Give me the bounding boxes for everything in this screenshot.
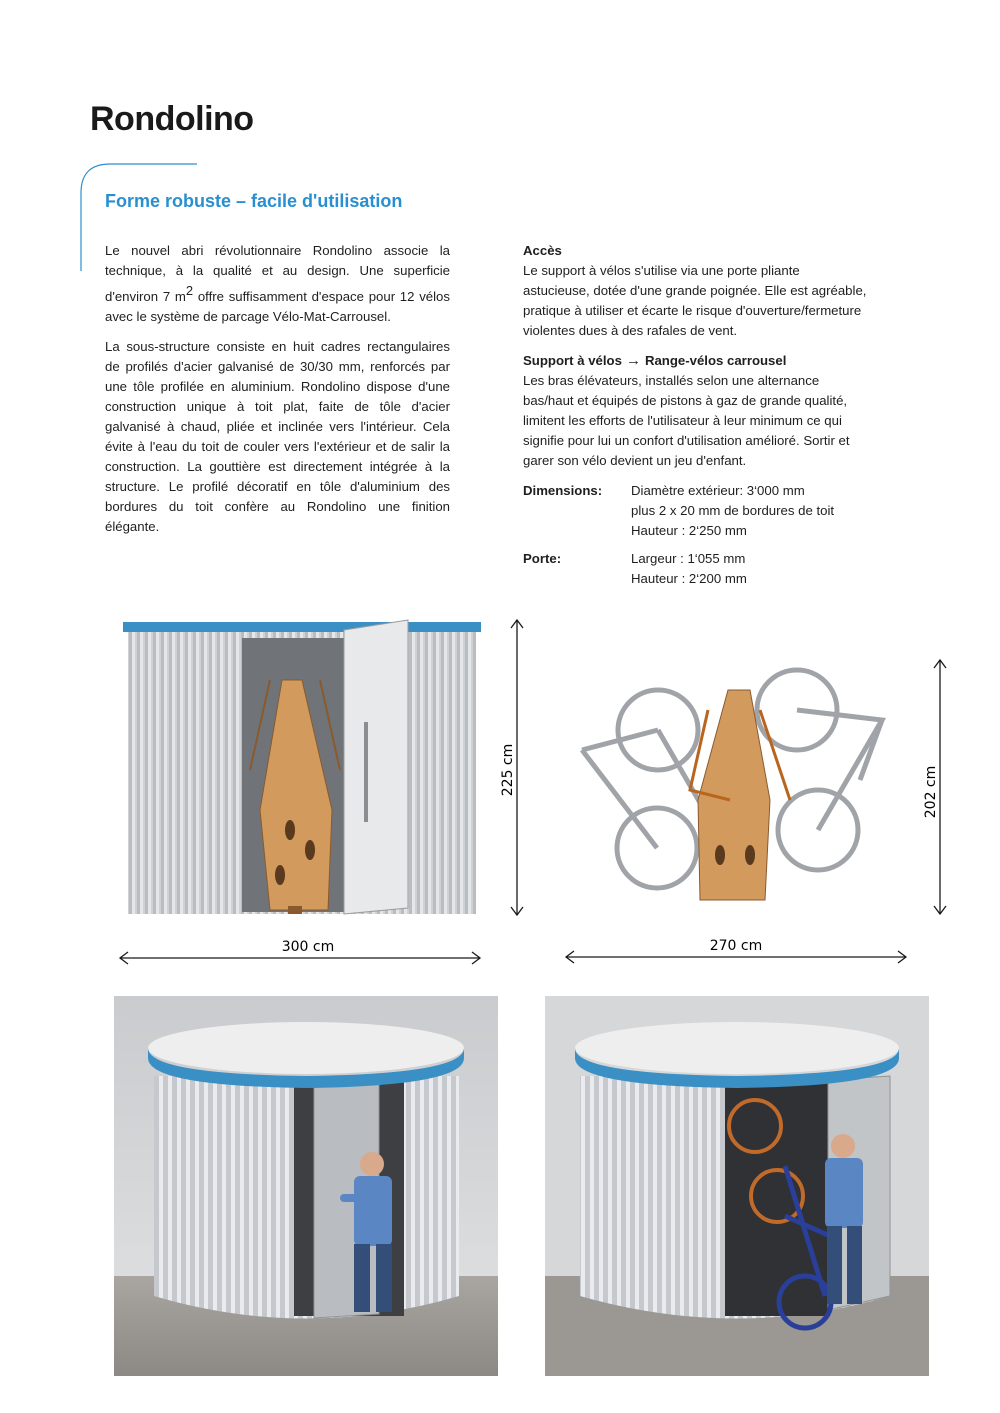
front-height-label: 225 cm <box>500 743 516 797</box>
shed-photo-bike <box>545 996 929 1376</box>
porte-value: Hauteur : 2‘200 mm <box>631 571 747 586</box>
top-width-label: 270 cm <box>709 938 763 954</box>
intro-paragraph <box>105 241 450 327</box>
porte-row <box>523 549 868 589</box>
acces-text: Le support à vélos s'utilise via une porte pliante astucieuse, dotée d'une grande poignée. Elle est agréable, pratique à utiliser et écarte le risque d'ouverture/fermeture violentes dues à des rafales de vent. <box>523 263 867 338</box>
roof-edge <box>123 622 481 632</box>
features-column <box>523 241 868 589</box>
page-title: Rondolino <box>90 100 254 138</box>
intro-text-b: offre suffisamment d'espace pour 12 vélos avec le système de parcage Vélo-Mat-Carrousel. <box>105 289 450 324</box>
roof <box>148 1022 464 1074</box>
dimensions-values <box>631 481 834 541</box>
dimensions-row <box>523 481 868 541</box>
top-height-label: 202 cm <box>923 765 939 819</box>
carousel <box>690 690 790 900</box>
structure-paragraph: La sous-structure consiste en huit cadres rectangulaires de profilés d'acier galvanisé de 30/30 mm, renforcés par une tôle profilée en aluminium. Rondolino dispose d'une construction unique à toit plat, faite de tôle d'acier galvanisé à chaud, pliée et inclinée vers l'intérieur. Cela évite à l'eau du toit de couler vers l'extérieur et de salir la construction. La gouttière est directement intégrée à la structure. Le profilé décoratif en tôle d'aluminium des bordures du toit confère au Rondolino une finition élégante. <box>105 339 450 534</box>
acces-title: Accès <box>523 243 562 258</box>
support-title: Support à vélos <box>523 353 622 368</box>
support-text: Les bras élévateurs, installés selon une alternance bas/haut et équipés de pistons à gaz de grande qualité, limitent les efforts de l'utilisateur à leur minimum ce qui signifie pour lui un confort d'utilisation amélioré. Sortir et garer son vélo devient un jeu d'enfant. <box>523 373 850 468</box>
support-subtitle: Range-vélos carrousel <box>644 353 787 368</box>
shed-photo-door <box>114 996 498 1376</box>
section-subtitle: Forme robuste – facile d'utilisation <box>105 191 403 211</box>
front-width-label: 300 cm <box>281 939 335 955</box>
dimension-value: Hauteur : 2‘250 mm <box>631 523 747 538</box>
top-view-diagram <box>560 650 960 970</box>
arrow-right-icon: → <box>625 352 641 369</box>
dimension-value: plus 2 x 20 mm de bordures de toit <box>631 503 835 518</box>
dimensions-label: Dimensions: <box>523 483 603 498</box>
porte-values <box>631 549 747 589</box>
acces-section <box>523 241 868 341</box>
intro-text-a: Le nouvel abri révolutionnaire Rondolino associe la technique, à la qualité et au design. Une superficie d'environ 7 m <box>105 243 450 304</box>
porte-value: Largeur : 1‘055 mm <box>631 551 746 566</box>
roof <box>575 1022 899 1074</box>
support-section <box>523 351 868 471</box>
front-view-diagram <box>100 610 550 970</box>
door-handle <box>364 722 368 822</box>
support-heading <box>523 351 868 371</box>
intro-column <box>105 241 450 547</box>
porte-label: Porte: <box>523 551 562 566</box>
superscript: 2 <box>185 283 194 298</box>
open-door <box>344 620 408 914</box>
dimension-value: Diamètre extérieur: 3‘000 mm <box>631 483 805 498</box>
